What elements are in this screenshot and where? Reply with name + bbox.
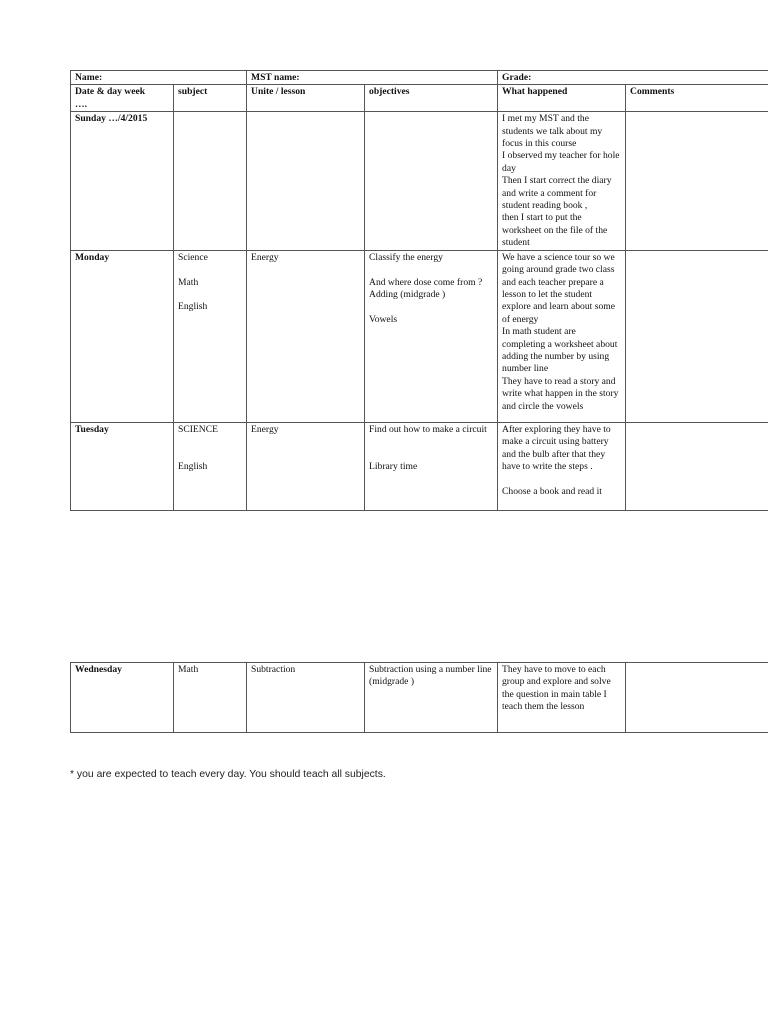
unit-cell	[247, 112, 365, 250]
wednesday-table	[70, 662, 768, 733]
table-row	[71, 422, 768, 510]
table-row	[71, 663, 768, 733]
column-header-subject: subject	[174, 85, 247, 112]
comments-cell	[626, 250, 768, 422]
column-header-row	[71, 85, 768, 112]
subject-cell	[174, 112, 247, 250]
unit-cell: Energy	[247, 250, 365, 422]
unit-cell: Energy	[247, 422, 365, 510]
objectives-cell: Find out how to make a circuit Library time	[365, 422, 498, 510]
day-cell: Tuesday	[71, 422, 174, 510]
comments-cell	[626, 422, 768, 510]
objectives-cell: Subtraction using a number line (midgrade )	[365, 663, 498, 733]
column-header-unit: Unite / lesson	[247, 85, 365, 112]
what-happened-cell: After exploring they have to make a circuit using battery and the bulb after that they have to write the steps . Choose a book and read it	[498, 422, 626, 510]
comments-cell	[626, 112, 768, 250]
name-label: Name:	[71, 71, 247, 85]
mst-name-label: MST name:	[247, 71, 498, 85]
day-cell: Monday	[71, 250, 174, 422]
table-row	[71, 112, 768, 250]
comments-cell	[626, 663, 768, 733]
what-happened-cell: I met my MST and the students we talk about my focus in this course I observed my teacher for hole day Then I start correct the diary and write a comment for student reading book , then I start to put the worksheet on the file of the student	[498, 112, 626, 250]
column-header-date: Date & day week ….	[71, 85, 174, 112]
column-header-comments: Comments	[626, 85, 768, 112]
what-happened-cell: They have to move to each group and explore and solve the question in main table I teach them the lesson	[498, 663, 626, 733]
grade-label: Grade:	[498, 71, 768, 85]
day-cell: Sunday …/4/2015	[71, 112, 174, 250]
what-happened-cell: We have a science tour so we going around grade two class and each teacher prepare a lesson to let the student explore and learn about some of energy In math student are completing a worksheet about adding the number by using number line They have to read a story and write what happen in the story and circle the vowels	[498, 250, 626, 422]
unit-cell: Subtraction	[247, 663, 365, 733]
lesson-log-table	[70, 70, 768, 511]
column-header-what-happened: What happened	[498, 85, 626, 112]
subject-cell: SCIENCE English	[174, 422, 247, 510]
objectives-cell: Classify the energy And where dose come from ? Adding (midgrade ) Vowels	[365, 250, 498, 422]
footnote: * you are expected to teach every day. You should teach all subjects.	[70, 769, 386, 780]
header-info-row	[71, 71, 768, 85]
subject-cell: Science Math English	[174, 250, 247, 422]
objectives-cell	[365, 112, 498, 250]
day-cell: Wednesday	[71, 663, 174, 733]
subject-cell: Math	[174, 663, 247, 733]
column-header-objectives: objectives	[365, 85, 498, 112]
table-row	[71, 250, 768, 422]
